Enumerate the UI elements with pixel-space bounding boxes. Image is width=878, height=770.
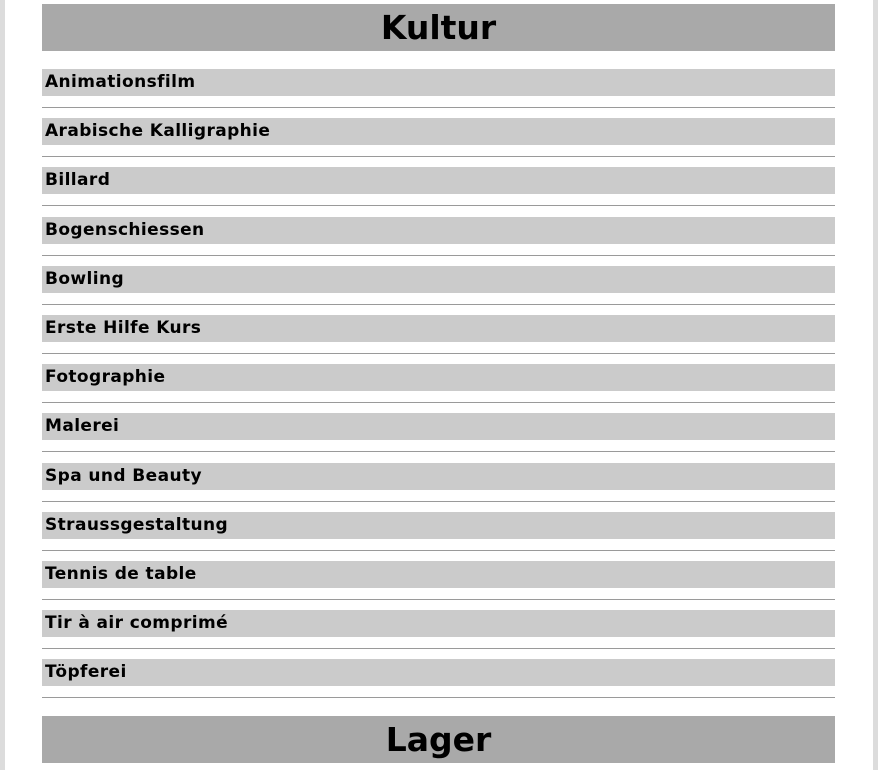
item-label[interactable]: Tennis de table <box>45 563 197 584</box>
item-bar[interactable] <box>42 512 835 539</box>
activity-list-kultur <box>42 69 835 708</box>
divider <box>42 599 835 600</box>
list-item[interactable] <box>42 561 835 610</box>
divider <box>42 156 835 157</box>
list-item[interactable] <box>42 413 835 462</box>
list-item[interactable] <box>42 610 835 659</box>
divider <box>42 255 835 256</box>
item-bar[interactable] <box>42 561 835 588</box>
item-bar[interactable] <box>42 659 835 686</box>
list-item[interactable] <box>42 659 835 708</box>
item-label[interactable]: Malerei <box>45 416 120 437</box>
list-item[interactable] <box>42 167 835 216</box>
item-bar[interactable] <box>42 266 835 293</box>
list-item[interactable] <box>42 315 835 364</box>
item-label[interactable]: Animationsfilm <box>45 72 196 92</box>
item-bar[interactable] <box>42 413 835 440</box>
list-item[interactable] <box>42 217 835 266</box>
item-bar[interactable] <box>42 463 835 490</box>
item-bar[interactable] <box>42 610 835 637</box>
list-item[interactable] <box>42 364 835 413</box>
divider <box>42 697 835 698</box>
divider <box>42 648 835 649</box>
item-label[interactable]: Bogenschiessen <box>45 219 205 240</box>
divider <box>42 353 835 354</box>
item-bar[interactable] <box>42 167 835 194</box>
item-label[interactable]: Töpferei <box>45 662 127 683</box>
item-bar[interactable] <box>42 118 835 145</box>
item-label[interactable]: Billard <box>45 170 111 191</box>
divider <box>42 550 835 551</box>
list-item[interactable] <box>42 463 835 512</box>
item-bar[interactable] <box>42 217 835 244</box>
item-label[interactable]: Spa und Beauty <box>45 465 202 486</box>
list-item[interactable] <box>42 118 835 167</box>
divider <box>42 205 835 206</box>
section-header-kultur: Kultur <box>42 4 835 51</box>
item-bar[interactable] <box>42 364 835 391</box>
item-label[interactable]: Erste Hilfe Kurs <box>45 317 202 338</box>
divider <box>42 501 835 502</box>
divider <box>42 402 835 403</box>
section-header-lager: Lager <box>42 716 835 763</box>
page-content <box>5 0 873 770</box>
item-label[interactable]: Fotographie <box>45 367 166 388</box>
item-label[interactable]: Bowling <box>45 268 125 289</box>
item-label[interactable]: Tir à air comprimé <box>45 613 229 634</box>
item-bar[interactable] <box>42 69 835 96</box>
divider <box>42 304 835 305</box>
item-label[interactable]: Arabische Kalligraphie <box>45 121 271 142</box>
item-label[interactable]: Straussgestaltung <box>45 514 229 535</box>
divider <box>42 451 835 452</box>
item-bar[interactable] <box>42 315 835 342</box>
list-item[interactable] <box>42 266 835 315</box>
list-item[interactable] <box>42 69 835 118</box>
divider <box>42 107 835 108</box>
list-item[interactable] <box>42 512 835 561</box>
